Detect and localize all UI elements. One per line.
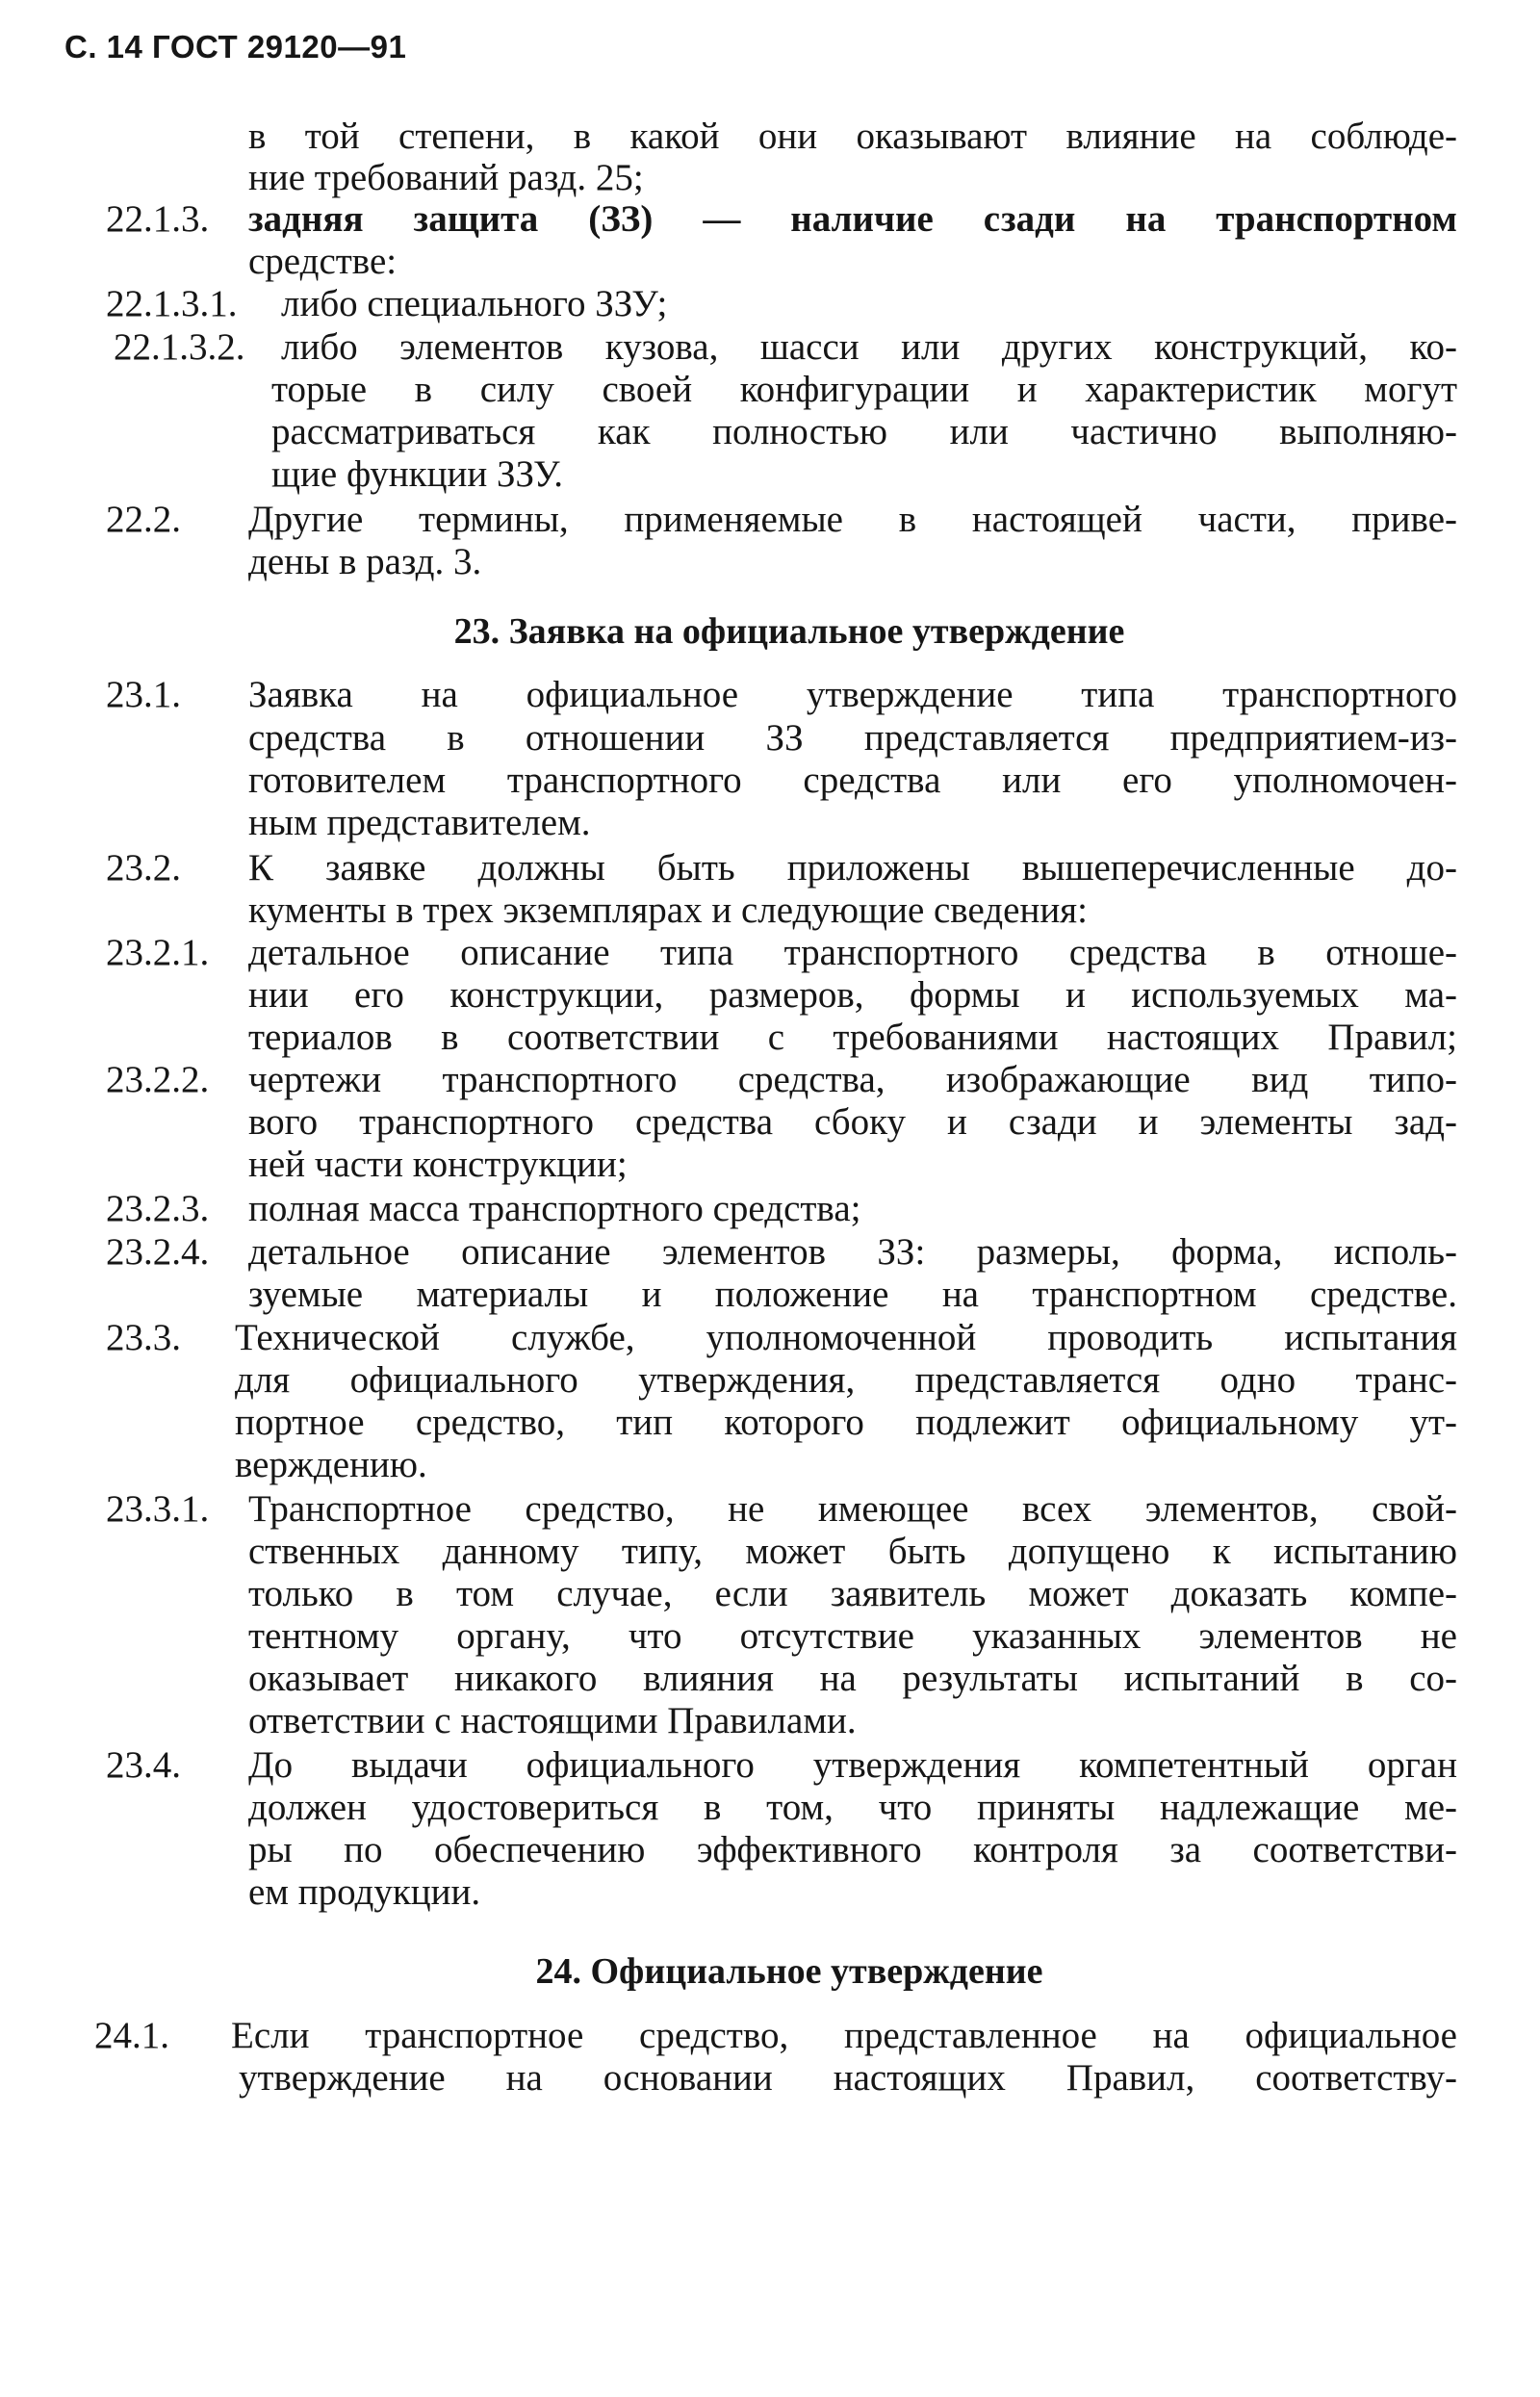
text-line: Транспортное средство, не имеющее всех элементов, свой- <box>248 1488 1457 1530</box>
text-line: либо элементов кузова, шасси или других конструкций, ко- <box>281 326 1457 368</box>
clause-number: 23.3.1. <box>106 1488 210 1530</box>
clause-number: 23.2. <box>106 847 181 889</box>
text-line: ответствии с настоящими Правилами. <box>248 1700 857 1741</box>
text-line: щие функции ЗЗУ. <box>271 453 564 495</box>
text-line: рассматриваться как полностью или частично выполняю- <box>271 411 1457 452</box>
clause-number: 22.1.3. <box>106 198 210 240</box>
text-line: средстве: <box>248 241 398 282</box>
text-line: нии его конструкции, размеров, формы и используемых ма- <box>248 974 1457 1016</box>
clause-number: 23.2.3. <box>106 1188 210 1229</box>
clause-number: 23.4. <box>106 1744 181 1786</box>
clause-number: 22.1.3.1. <box>106 283 238 324</box>
text-line: Технической службе, уполномоченной проводить испытания <box>235 1317 1457 1358</box>
text-line: только в том случае, если заявитель может доказать компе- <box>248 1573 1457 1614</box>
clause-number: 23.2.4. <box>106 1231 210 1273</box>
text-line: должен удостовериться в том, что приняты надлежащие ме- <box>248 1787 1457 1828</box>
text-line: либо специального ЗЗУ; <box>281 283 668 324</box>
text-line: ем продукции. <box>248 1871 481 1913</box>
clause-number: 22.2. <box>106 499 181 540</box>
text-line: тентному органу, что отсутствие указанных элементов не <box>248 1615 1457 1657</box>
page-header: С. 14 ГОСТ 29120—91 <box>64 29 407 64</box>
text-line: Другие термины, применяемые в настоящей части, приве- <box>248 499 1457 540</box>
text-line: детальное описание элементов ЗЗ: размеры, форма, исполь- <box>248 1231 1457 1273</box>
text-line: териалов в соответствии с требованиями настоящих Правил; <box>248 1017 1457 1058</box>
text-line: ры по обеспечению эффективного контроля за соответстви- <box>248 1829 1457 1870</box>
clause-number: 22.1.3.2. <box>114 326 245 368</box>
text-line: в той степени, в какой они оказывают влияние на соблюде- <box>248 116 1457 157</box>
text-line: До выдачи официального утверждения компетентный орган <box>248 1744 1457 1786</box>
text-line: утверждение на основании настоящих Правил, соответству- <box>239 2057 1457 2099</box>
text-line: для официального утверждения, представляется одно транс- <box>235 1359 1457 1401</box>
clause-number: 23.2.1. <box>106 932 210 973</box>
text-line: средства в отношении ЗЗ представляется предприятием-из- <box>248 717 1457 759</box>
text-line: портное средство, тип которого подлежит официальному ут- <box>235 1402 1457 1443</box>
text-line: К заявке должны быть приложены вышеперечисленные до- <box>248 847 1457 889</box>
text-line: ным представителем. <box>248 802 591 843</box>
text-line: ственных данному типу, может быть допущено к испытанию <box>248 1531 1457 1572</box>
clause-number: 23.1. <box>106 674 181 715</box>
text-line: вого транспортного средства сбоку и сзади и элементы зад- <box>248 1101 1457 1143</box>
text-line: кументы в трех экземплярах и следующие сведения: <box>248 889 1088 931</box>
section-heading: 23. Заявка на официальное утверждение <box>453 611 1125 652</box>
clause-number: 24.1. <box>94 2015 169 2056</box>
text-line: детальное описание типа транспортного средства в отноше- <box>248 932 1457 973</box>
text-line: дены в разд. 3. <box>248 541 482 582</box>
text-line: чертежи транспортного средства, изображающие вид типо- <box>248 1059 1457 1100</box>
text-line: Если транспортное средство, представленное на официальное <box>231 2015 1457 2056</box>
clause-number: 23.2.2. <box>106 1059 210 1100</box>
text-line: верждению. <box>235 1444 427 1485</box>
text-line: задняя защита (ЗЗ) — наличие сзади на транспортном <box>248 198 1457 240</box>
clause-number: 23.3. <box>106 1317 181 1358</box>
text-line: ние требований разд. 25; <box>248 157 644 198</box>
section-heading: 24. Официальное утверждение <box>535 1951 1043 1992</box>
text-line: ней части конструкции; <box>248 1144 628 1185</box>
text-line: оказывает никакого влияния на результаты испытаний в со- <box>248 1658 1457 1699</box>
text-line: Заявка на официальное утверждение типа транспортного <box>248 674 1457 715</box>
text-line: торые в силу своей конфигурации и характеристик могут <box>271 369 1457 410</box>
text-line: готовителем транспортного средства или его уполномочен- <box>248 760 1457 801</box>
text-line: полная масса транспортного средства; <box>248 1188 861 1229</box>
text-line: зуемые материалы и положение на транспортном средстве. <box>248 1274 1457 1315</box>
